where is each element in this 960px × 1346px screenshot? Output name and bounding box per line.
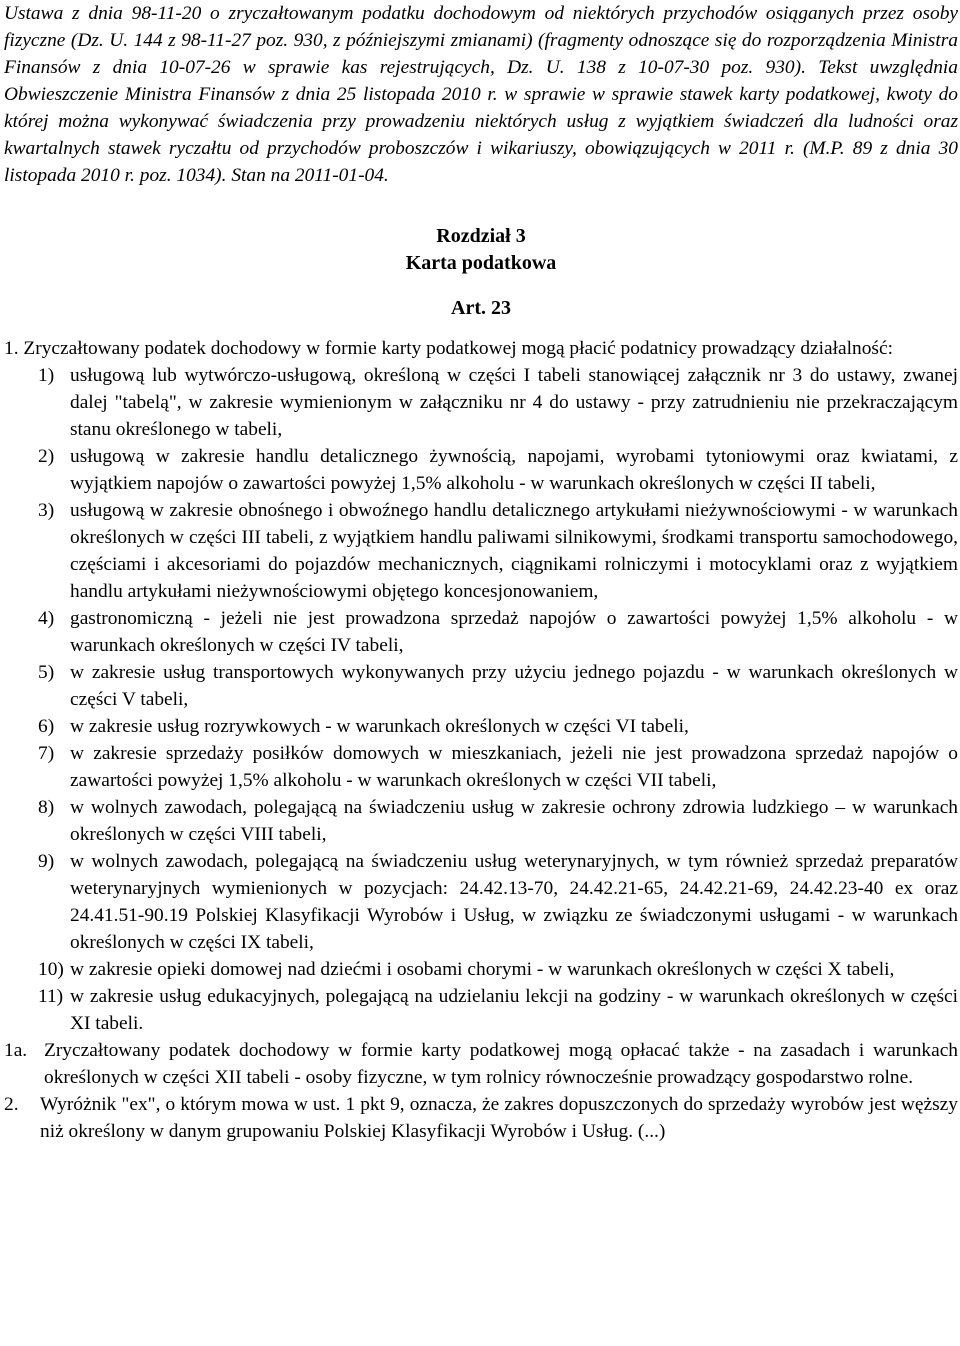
- point-text: usługową w zakresie obnośnego i obwoźnego handlu detalicznego artykułami nieżywnościowymi - w warunkach określonych w części III tabeli, z wyjątkiem handlu paliwami silnikowymi, środkami transportu samochodowego, częściami i akcesoriami do pojazdów mechanicznych, ciągnikami rolniczymi i motocyklami oraz z wyjątkiem handlu artykułami nieżywnościowymi objętego koncesjonowaniem,: [70, 500, 958, 602]
- point-item: [4, 362, 958, 443]
- point-item: [4, 794, 958, 848]
- point-item: [4, 983, 958, 1037]
- paragraph-1a-number: 1a.: [4, 1040, 28, 1061]
- paragraph-1-lead: 1. Zryczałtowany podatek dochodowy w formie karty podatkowej mogą płacić podatnicy prowadzący działalność:: [4, 338, 893, 359]
- point-item: [4, 443, 958, 497]
- chapter-number: Rozdział 3: [436, 225, 526, 247]
- paragraph-1a-text: Zryczałtowany podatek dochodowy w formie karty podatkowej mogą opłacać także - na zasadach i warunkach określonych w części XII tabeli - osoby fizyczne, w tym rolnicy równocześnie prowadzący gospodarstwo rolne.: [44, 1040, 958, 1088]
- point-text: w zakresie usług transportowych wykonywanych przy użyciu jednego pojazdu - w warunkach określonych w części V tabeli,: [70, 662, 958, 710]
- point-text: usługową lub wytwórczo-usługową, określoną w części I tabeli stanowiącej załącznik nr 3 do ustawy, zwanej dalej "tabelą", w zakresie wymienionym w załączniku nr 4 do ustawy - przy zatrudnieniu nie przekraczającym stanu określonego w tabeli,: [70, 365, 958, 440]
- point-number: 10): [38, 959, 64, 980]
- point-number: 8): [38, 797, 55, 818]
- point-item: [4, 497, 958, 605]
- point-text: w zakresie sprzedaży posiłków domowych w mieszkaniach, jeżeli nie jest prowadzona sprzedaż napojów o zawartości powyżej 1,5% alkoholu - w warunkach określonych w części VII tabeli,: [70, 743, 958, 791]
- paragraph-1-points: [4, 362, 958, 1037]
- paragraph-1a: [4, 1037, 958, 1091]
- point-item: [4, 605, 958, 659]
- point-number: 1): [38, 365, 55, 386]
- intro-paragraph: [4, 0, 958, 189]
- intro-act-reference: Ustawa z dnia 98-11-20 o zryczałtowanym podatku dochodowym od niektórych przychodów osiąganych przez osoby fizyczne (Dz. U. 144 z 98-11-27 poz. 930, z późniejszymi zmianami) (fragmenty odnoszące się do rozporządzenia Ministra Finansów z dnia 10-07-26 w sprawie kas rejestrujących, Dz. U. 138 z 10-07-30 poz. 930).: [4, 3, 958, 78]
- point-number: 3): [38, 500, 55, 521]
- point-item: [4, 740, 958, 794]
- point-text: w wolnych zawodach, polegającą na świadczeniu usług weterynaryjnych, w tym również sprzedaż preparatów weterynaryjnych wymienionych w pozycjach: 24.42.13-70, 24.42.21-65, 24.42.21-69, 24.42.23-40 ex oraz 24.41.51-90.19 Polskiej Klasyfikacji Wyrobów i Usług, w związku ze świadczonymi usługami - w warunkach określonych w części IX tabeli,: [70, 851, 958, 953]
- point-text: usługową w zakresie handlu detalicznego żywnością, napojami, wyrobami tytoniowymi oraz kwiatami, z wyjątkiem napojów o zawartości powyżej 1,5% alkoholu - w warunkach określonych w części II tabeli,: [70, 446, 958, 494]
- point-text: w zakresie usług rozrywkowych - w warunkach określonych w części VI tabeli,: [70, 716, 689, 737]
- article-number: Art. 23: [451, 297, 511, 319]
- intro-notice-reference: Tekst uwzględnia Obwieszczenie Ministra Finansów z dnia 25 listopada 2010 r. w sprawie w sprawie stawek karty podatkowej, kwoty do której można wykonywać świadczenia przy prowadzeniu niektórych usług z wyjątkiem świadczeń dla ludności oraz kwartalnych stawek ryczałtu od przychodów proboszczów i wikariuszy, obowiązujących w 2011 r. (M.P. 89 z dnia 30 listopada 2010 r. poz. 1034). Stan na 2011-01-04.: [4, 57, 958, 186]
- point-item: [4, 848, 958, 956]
- point-text: gastronomiczną - jeżeli nie jest prowadzona sprzedaż napojów o zawartości powyżej 1,5% alkoholu - w warunkach określonych w części IV tabeli,: [70, 608, 958, 656]
- point-number: 7): [38, 743, 55, 764]
- paragraph-2-number: 2.: [4, 1094, 19, 1115]
- paragraph-2: [4, 1091, 958, 1145]
- chapter-title: Karta podatkowa: [405, 252, 557, 274]
- point-number: 5): [38, 662, 55, 683]
- point-item: [4, 956, 958, 983]
- point-item: [4, 713, 958, 740]
- point-text: w zakresie usług edukacyjnych, polegającą na udzielaniu lekcji na godziny - w warunkach określonych w części XI tabeli.: [70, 986, 958, 1034]
- point-number: 2): [38, 446, 55, 467]
- point-item: [4, 659, 958, 713]
- point-number: 4): [38, 608, 55, 629]
- point-text: w zakresie opieki domowej nad dziećmi i osobami chorymi - w warunkach określonych w części X tabeli,: [70, 959, 895, 980]
- point-text: w wolnych zawodach, polegającą na świadczeniu usług w zakresie ochrony zdrowia ludzkiego – w warunkach określonych w części VIII tabeli,: [70, 797, 958, 845]
- paragraph-2-text: Wyróżnik "ex", o którym mowa w ust. 1 pkt 9, oznacza, że zakres dopuszczonych do sprzedaży wyrobów jest węższy niż określony w danym grupowaniu Polskiej Klasyfikacji Wyrobów i Usług. (...): [40, 1094, 958, 1142]
- point-number: 11): [38, 986, 64, 1007]
- point-number: 6): [38, 716, 55, 737]
- point-number: 9): [38, 851, 55, 872]
